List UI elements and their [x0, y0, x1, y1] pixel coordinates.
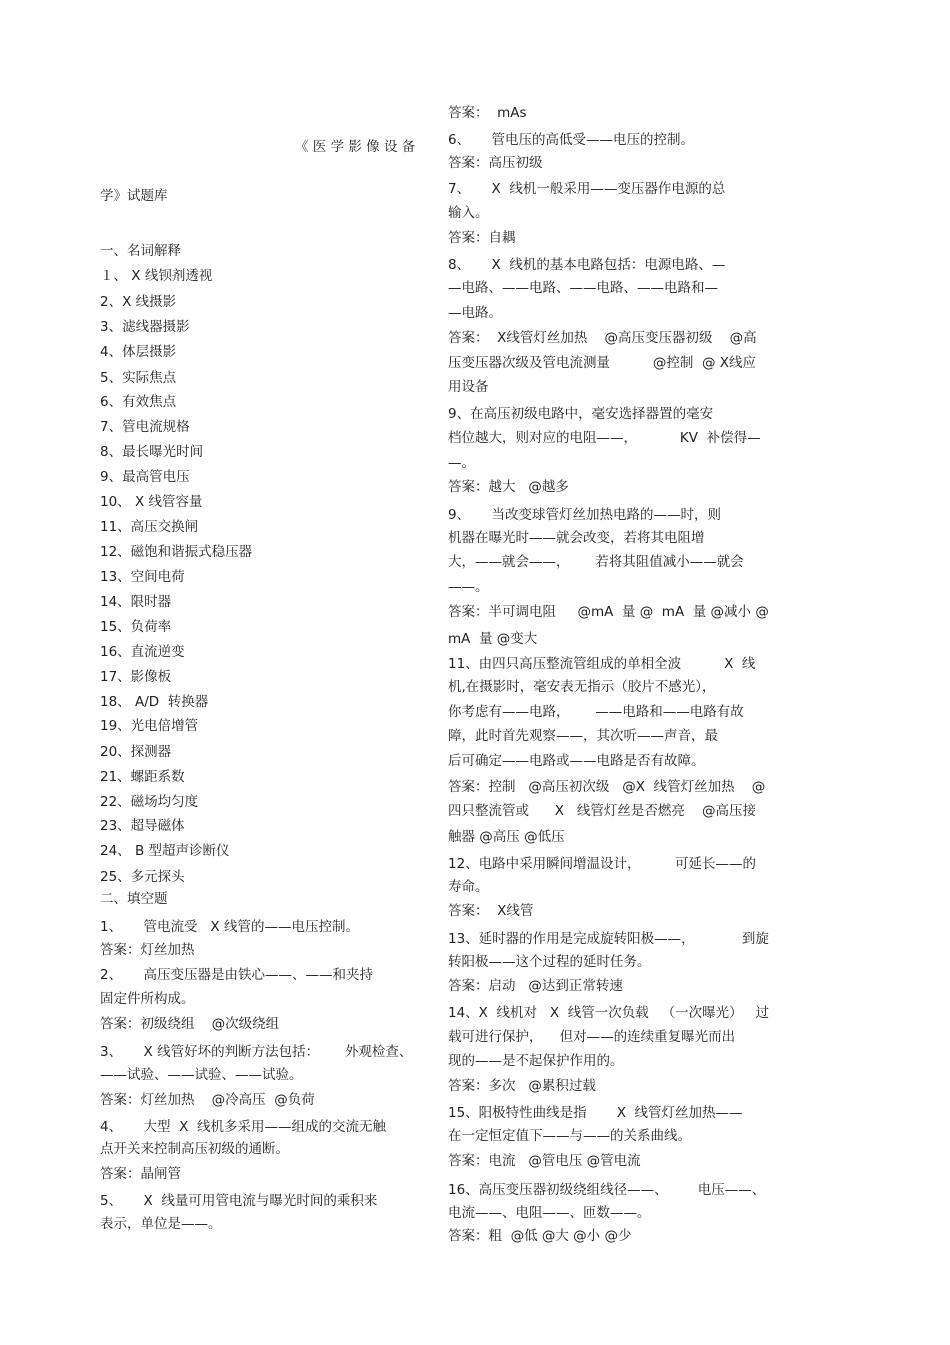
- right-text-line: 答案：高压初级: [448, 155, 543, 171]
- left-text-line: 点开关来控制高压初级的通断。: [100, 1141, 289, 1157]
- left-text-line: 23、超导磁体: [100, 818, 185, 834]
- left-text-line: 6、有效焦点: [100, 394, 177, 410]
- left-text-line: 2、X 线摄影: [100, 294, 177, 310]
- left-text-line: 表示，单位是——。: [100, 1216, 222, 1232]
- left-text-line: 4、体层摄影: [100, 344, 177, 360]
- right-text-line: mA 量 @变大: [448, 631, 538, 647]
- right-text-line: 四只整流管或 X 线管灯丝是否燃亮 @高压接: [448, 803, 757, 819]
- right-text-line: 答案：电流 @管电压 @管电流: [448, 1153, 641, 1169]
- right-text-line: 答案：越大 @越多: [448, 479, 569, 495]
- right-text-line: 电流——、电阻——、匝数——。: [448, 1205, 651, 1221]
- left-text-line: 学》试题库: [100, 188, 168, 204]
- left-text-line: 10、 X 线管容量: [100, 494, 203, 510]
- right-text-line: 在一定恒定值下——与——的关系曲线。: [448, 1128, 691, 1144]
- right-text-line: 触器 @高压 @低压: [448, 829, 565, 845]
- right-text-line: 你考虑有——电路， ——电路和——电路有故: [448, 704, 744, 720]
- right-text-line: 14、X 线机对 X 线管一次负载 （一次曝光） 过: [448, 1005, 769, 1021]
- left-text-line: 24、 B 型超声诊断仪: [100, 843, 230, 859]
- left-text-line: 12、磁饱和谐振式稳压器: [100, 544, 253, 560]
- right-text-line: 答案： X线管灯丝加热 @高压变压器初级 @高: [448, 330, 757, 346]
- left-text-line: 15、负荷率: [100, 619, 172, 635]
- left-text-line: 25、多元探头: [100, 869, 185, 885]
- right-text-line: 压变压器次级及管电流测量 @控制 @ X线应: [448, 355, 757, 371]
- left-text-line: 2、 高压变压器是由铁心——、——和夹持: [100, 967, 374, 983]
- right-text-line: 11、由四只高压整流管组成的单相全波 X 线: [448, 656, 756, 672]
- right-text-line: 7、 X 线机一般采用——变压器作电源的总: [448, 181, 726, 197]
- left-text-line: 9、最高管电压: [100, 469, 190, 485]
- left-text-line: 14、限时器: [100, 594, 172, 610]
- right-text-line: 寿命。: [448, 879, 489, 895]
- left-text-line: 7、管电流规格: [100, 419, 190, 435]
- right-text-line: 6、 管电压的高低受——电压的控制。: [448, 132, 695, 148]
- right-text-line: 机器在曝光时——就会改变，若将其电阻增: [448, 530, 705, 546]
- left-text-line: 21、螺距系数: [100, 769, 185, 785]
- right-text-line: 答案：多次 @累积过载: [448, 1078, 596, 1094]
- left-text-line: 答案：初级绕组 @次级绕组: [100, 1016, 280, 1032]
- right-text-line: ——。: [448, 579, 489, 595]
- left-text-line: 11、高压交换闸: [100, 519, 199, 535]
- left-text-line: ——试验、——试验、——试验。: [100, 1067, 303, 1083]
- right-text-line: 12、电路中采用瞬间增温设计， 可延长——的: [448, 856, 757, 872]
- right-text-line: 答案：自耦: [448, 230, 516, 246]
- left-text-line: 13、空间电荷: [100, 569, 185, 585]
- left-text-line: 5、实际焦点: [100, 370, 177, 386]
- left-text-line: 20、探测器: [100, 744, 172, 760]
- right-text-line: 答案：粗 @低 @大 @小 @少: [448, 1228, 632, 1244]
- right-text-line: —电路、——电路、——电路、——电路和—: [448, 280, 718, 296]
- left-text-line: 8、最长曝光时间: [100, 444, 204, 460]
- right-text-line: 载可进行保护， 但对——的连续重复曝光而出: [448, 1029, 736, 1045]
- right-text-line: 答案：控制 @高压初次级 @X 线管灯丝加热 @: [448, 779, 766, 795]
- right-text-line: 输入。: [448, 205, 489, 221]
- right-text-line: 现的——是不起保护作用的。: [448, 1053, 624, 1069]
- left-text-line: 16、直流逆变: [100, 644, 185, 660]
- right-text-line: 答案：半可调电阻 @mA 量 @ mA 量 @减小 @: [448, 604, 769, 620]
- right-text-line: 13、延时器的作用是完成旋转阳极——， 到旋: [448, 931, 769, 947]
- right-text-line: 机,在摄影时，毫安表无指示（胶片不感光），: [448, 679, 716, 695]
- left-text-line: 17、影像板: [100, 669, 172, 685]
- right-text-line: 16、高压变压器初级绕组线径——、 电压——、: [448, 1182, 766, 1198]
- right-text-line: 答案：启动 @达到正常转速: [448, 978, 623, 994]
- right-text-line: 后可确定——电路或——电路是否有故障。: [448, 753, 705, 769]
- left-text-line: 《 医 学 影 像 设 备: [295, 139, 416, 155]
- left-text-line: 5、 X 线量可用管电流与曝光时间的乘积来: [100, 1193, 378, 1209]
- left-text-line: １、 X 线钡剂透视: [100, 268, 213, 284]
- left-text-line: 3、 X 线管好坏的判断方法包括： 外观检查、: [100, 1044, 413, 1060]
- left-text-line: 答案：晶闸管: [100, 1166, 181, 1182]
- right-text-line: 答案： X线管: [448, 903, 534, 919]
- right-text-line: 用设备: [448, 379, 489, 395]
- right-text-line: 答案： mAs: [448, 105, 527, 121]
- right-text-line: 档位越大，则对应的电阻——， KV 补偿得—: [448, 430, 761, 446]
- right-text-line: 9、在高压初级电路中，毫安选择器置的毫安: [448, 406, 714, 422]
- right-text-line: 大，——就会——， 若将其阻值减小——就会: [448, 554, 744, 570]
- left-text-line: 固定件所构成。: [100, 991, 195, 1007]
- left-text-line: 19、光电倍增管: [100, 718, 199, 734]
- right-text-line: —。: [448, 455, 475, 471]
- left-text-line: 答案：灯丝加热: [100, 942, 195, 958]
- right-text-line: 8、 X 线机的基本电路包括：电源电路、—: [448, 257, 726, 273]
- left-text-line: 二、填空题: [100, 891, 168, 907]
- left-text-line: 答案：灯丝加热 @冷高压 @负荷: [100, 1092, 315, 1108]
- right-text-line: 转阳极——这个过程的延时任务。: [448, 954, 651, 970]
- left-text-line: 18、 A/D 转换器: [100, 694, 209, 710]
- left-text-line: 4、 大型 X 线机多采用——组成的交流无触: [100, 1119, 386, 1135]
- right-text-line: 15、阳极特性曲线是指 X 线管灯丝加热——: [448, 1105, 743, 1121]
- right-text-line: —电路。: [448, 305, 502, 321]
- left-text-line: 22、磁场均匀度: [100, 794, 199, 810]
- right-text-line: 9、 当改变球管灯丝加热电路的——时，则: [448, 507, 722, 523]
- right-text-line: 障，此时首先观察——，其次听——声音，最: [448, 728, 718, 744]
- left-text-line: 1、 管电流受 X 线管的——电压控制。: [100, 919, 359, 935]
- left-text-line: 一、名词解释: [100, 243, 181, 259]
- left-text-line: 3、滤线器摄影: [100, 319, 190, 335]
